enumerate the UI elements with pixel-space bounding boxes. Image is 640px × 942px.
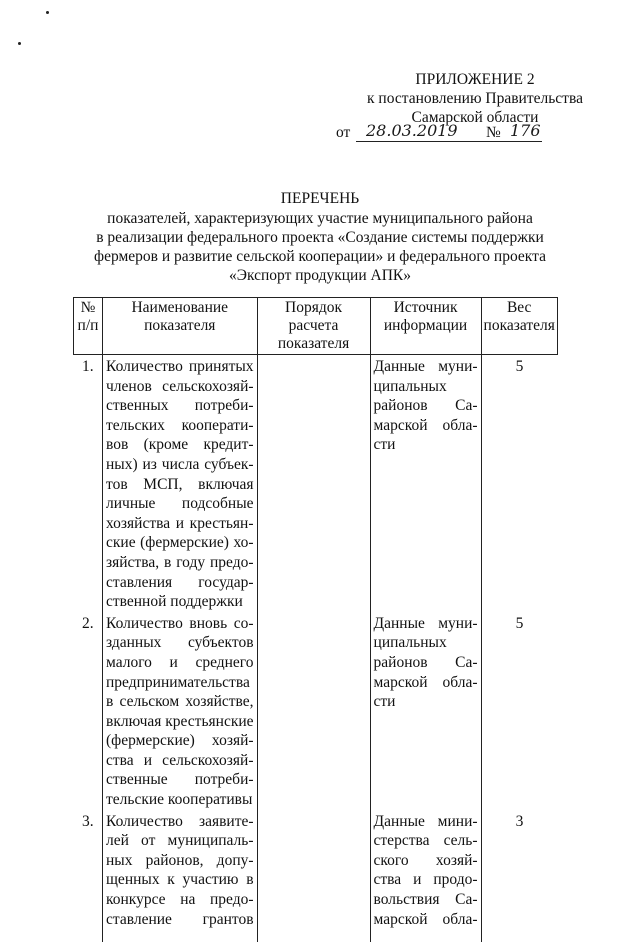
table-header-row xyxy=(74,298,558,355)
appendix-line-1: к постановлению Правительства xyxy=(367,90,583,107)
table-row xyxy=(74,355,558,612)
indicator-name: Количество вновь со- зданных субъектов малого и среднего предпринимательства в сельском хозяйстве, включая крестьянские (фермерские) хозяй- ства и сельскохозяй- ственные потреби- тельские кооперативы xyxy=(103,612,258,810)
handwritten-number: 176 xyxy=(510,121,541,140)
document-title: ПЕРЕЧЕНЬ xyxy=(280,190,360,207)
calc-method xyxy=(257,612,370,810)
date-prefix: от xyxy=(336,124,351,141)
row-number: 2. xyxy=(81,614,94,632)
row-number: 1. xyxy=(81,358,94,375)
indicators-table xyxy=(73,297,558,942)
number-prefix: № xyxy=(486,124,501,141)
subtitle-line: показателей, характеризующих участие муниципального района xyxy=(107,210,533,227)
header-number: № п/п xyxy=(74,298,103,355)
indicator-weight: 5 xyxy=(515,358,524,375)
row-number: 3. xyxy=(81,812,94,830)
calc-method xyxy=(257,355,370,612)
info-source: Данные муни- ципальных районов Са- марской обла- сти xyxy=(370,612,481,810)
subtitle-line: фермеров и развитие сельской кооперации» и федерального проекта xyxy=(94,248,546,265)
appendix-line-2: Самарской области xyxy=(411,109,539,126)
header-source: Источник информации xyxy=(370,298,481,355)
indicator-name: Количество принятых членов сельскохозяй- ственных потреби- тельских кооперати- вов (кроме кредит- ных) из числа субъек- тов МСП, включая личные подсобные хозяйства и крестьян- ские (фермерские) хо- зяйства, в году предо- ставления государ- ственной поддержки xyxy=(103,355,258,612)
handwritten-date: 28.03.2019 xyxy=(366,121,458,140)
appendix-heading: ПРИЛОЖЕНИЕ 2 xyxy=(415,71,535,88)
number-underline xyxy=(506,141,542,142)
subtitle-line: «Экспорт продукции АПК» xyxy=(229,267,411,284)
indicator-name: Количество заявите- лей от муниципаль- ных районов, допу- щенных к участию в конкурсе на предо- ставление грантов xyxy=(103,810,258,942)
header-calc: Порядок расчета показателя xyxy=(257,298,370,355)
date-underline xyxy=(356,141,506,142)
info-source: Данные мини- стерства сель- ского хозяй- ства и продо- вольствия Са- марской обла- xyxy=(370,810,481,942)
header-weight: Вес показателя xyxy=(481,298,557,355)
appendix-block xyxy=(330,70,620,127)
scan-speck xyxy=(46,11,49,14)
indicator-weight: 3 xyxy=(515,812,524,830)
indicator-weight: 5 xyxy=(515,614,524,632)
document-subtitle xyxy=(70,209,570,285)
scan-speck xyxy=(18,42,21,45)
subtitle-line: в реализации федерального проекта «Создание системы поддержки xyxy=(96,229,544,246)
table-row xyxy=(74,810,558,942)
date-number-row xyxy=(336,121,616,146)
info-source: Данные муни- ципальных районов Са- марской обла- сти xyxy=(370,355,481,612)
table-row xyxy=(74,612,558,810)
calc-method xyxy=(257,810,370,942)
header-name: Наименование показателя xyxy=(103,298,258,355)
